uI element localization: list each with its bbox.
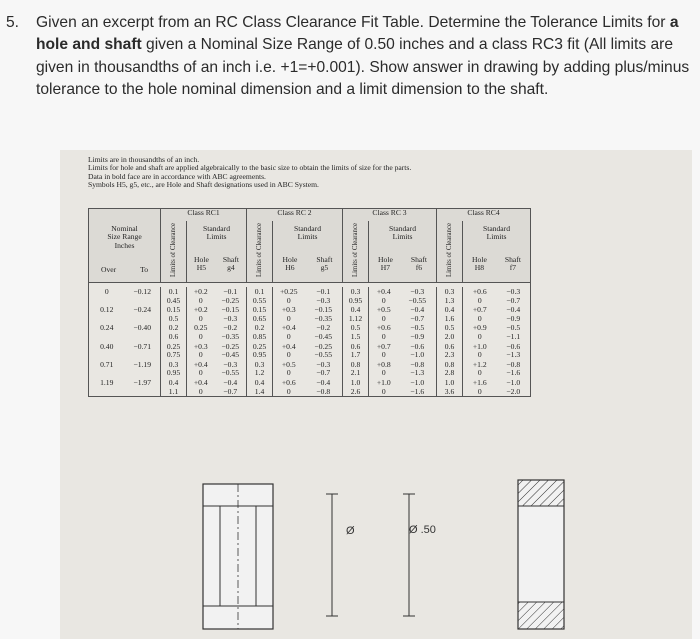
standard-limits-label: Standard (294, 223, 321, 233)
cell-value: −0.45 (314, 331, 333, 341)
cell-value: 1.1 (168, 386, 179, 396)
table-cell (305, 342, 343, 360)
table-row (89, 323, 531, 341)
table-cell (343, 378, 369, 397)
table-cell (305, 287, 343, 305)
question-text-part-2: given a Nominal Size Range of 0.50 inches and a class RC3 fit (All limits are given in thousandths of an inch i.e. +1=+0.001). Show answer in drawing by adding plus/minus tolerance to the hole nominal dimension and a limit dimension to the shaft. (36, 36, 690, 99)
cell-value: −0.7 (223, 386, 238, 396)
cell-value: −2.0 (506, 386, 521, 396)
limits-of-clearance-label: Limits of Clearance (256, 222, 263, 277)
table-cell (463, 378, 497, 397)
table-cell (343, 342, 369, 360)
over-cell: 0.24 (89, 323, 125, 341)
cell-value: −0.8 (506, 359, 521, 369)
question-number: 5. (6, 14, 20, 31)
cell-value: 0.15 (166, 305, 181, 315)
cell-value: −0.8 (316, 386, 331, 396)
class-rc3-header: Class RC 3 (343, 209, 437, 221)
cell-value: −0.9 (410, 331, 425, 341)
cell-value: −0.5 (506, 323, 521, 333)
cell-value: 2.3 (444, 350, 455, 360)
cell-value: 0.5 (350, 323, 361, 333)
table-cell (215, 305, 247, 323)
cell-value: 0 (477, 295, 482, 305)
cell-value: 0 (198, 295, 203, 305)
table-cell (369, 323, 399, 341)
over-label: Over (100, 265, 117, 275)
limits-of-clearance-label: Limits of Clearance (352, 222, 359, 277)
cell-value: −0.3 (506, 287, 521, 296)
standard-limits-label-2: Limits (486, 232, 507, 242)
cell-value: 1.6 (444, 313, 455, 323)
cell-value: 0.95 (166, 368, 181, 378)
table-cell (187, 360, 215, 378)
cell-value: −1.6 (506, 368, 521, 378)
cell-value: +0.9 (472, 323, 487, 333)
cell-value: +1.6 (472, 377, 487, 387)
cell-value: 0 (381, 368, 386, 378)
hole-dimension (403, 494, 436, 616)
cell-value: 2.0 (444, 331, 455, 341)
note-line: Symbols H5, g5, etc., are Hole and Shaft designations used in ABC System. (88, 180, 319, 190)
shaft-label: Shaft (504, 254, 521, 264)
table-cell (399, 342, 437, 360)
standard-limits-label-2: Limits (392, 232, 413, 242)
cell-value: −0.6 (410, 341, 425, 351)
cell-value: −0.3 (316, 295, 331, 305)
table-cell (437, 305, 463, 323)
table-cell (399, 305, 437, 323)
over-cell: 1.19 (89, 378, 125, 397)
limits-of-clearance-label: Limits of Clearance (446, 222, 453, 277)
cell-value: +0.2 (193, 305, 208, 315)
cell-value: 0.5 (168, 313, 179, 323)
shaft-label: Shaft (410, 254, 427, 264)
table-cell (369, 287, 399, 305)
inches-label: Inches (114, 240, 135, 250)
cell-value: +0.7 (472, 305, 487, 315)
cell-value: −0.2 (316, 323, 331, 333)
hole-diameter-label: Ø .50 (409, 524, 436, 536)
cell-value: +0.6 (376, 323, 391, 333)
cell-value: −0.25 (314, 341, 333, 351)
cell-value: 1.3 (444, 295, 455, 305)
standard-limits-label: Standard (389, 223, 416, 233)
table-cell (161, 287, 187, 305)
table-cell (497, 342, 531, 360)
cell-value: −0.4 (316, 377, 331, 387)
table-cell (215, 342, 247, 360)
class-rc2-header: Class RC 2 (247, 209, 343, 221)
table-cell (463, 342, 497, 360)
table-cell (273, 360, 305, 378)
limits-of-clearance-label: Limits of Clearance (170, 222, 177, 277)
table-cell (497, 323, 531, 341)
table-cell (273, 323, 305, 341)
table-cell (399, 323, 437, 341)
cell-value: 1.2 (254, 368, 265, 378)
cell-value: 0.4 (168, 377, 179, 387)
cell-value: −0.3 (316, 359, 331, 369)
table-cell (215, 287, 247, 305)
standard-limits-label: Standard (203, 223, 230, 233)
cell-value: −1.6 (410, 386, 425, 396)
cell-value: 0 (198, 386, 203, 396)
size-range-label: Size Range (107, 232, 142, 242)
cell-value: 0.4 (254, 377, 265, 387)
cell-value: 0.5 (444, 323, 455, 333)
hole-label: Hole (194, 254, 209, 264)
note-line: Data in bold face are in accordance with ABC agreements. (88, 171, 266, 181)
table-cell (215, 360, 247, 378)
cell-value: −0.35 (221, 331, 240, 341)
table-cell (273, 342, 305, 360)
cell-value: 0.15 (252, 305, 267, 315)
over-cell: 0.12 (89, 305, 125, 323)
cell-value: 2.8 (444, 368, 455, 378)
hole-label: Hole (282, 254, 298, 264)
cell-value: −0.7 (410, 313, 425, 323)
table-cell (305, 323, 343, 341)
table-cell (343, 323, 369, 341)
class-rc1-header: Class RC1 (161, 209, 247, 221)
cell-value: −1.3 (506, 350, 521, 360)
cell-value: +0.3 (281, 305, 296, 315)
cell-value: 0.25 (166, 341, 181, 351)
table-cell (215, 378, 247, 397)
table-cell (343, 305, 369, 323)
cell-value: −0.25 (221, 341, 240, 351)
cell-value: 0.1 (254, 287, 265, 296)
to-cell: −0.12 (125, 287, 161, 305)
cell-value: +0.6 (281, 377, 296, 387)
cell-value: 0 (477, 350, 482, 360)
cell-value: +0.4 (193, 377, 208, 387)
table-cell (437, 323, 463, 341)
table-cell (497, 287, 531, 305)
cell-value: −0.3 (410, 287, 425, 296)
cell-value: +0.6 (472, 287, 487, 296)
cell-value: 0.95 (252, 350, 267, 360)
table-cell (369, 305, 399, 323)
cell-value: +0.5 (376, 305, 391, 315)
cell-value: 0.65 (252, 313, 267, 323)
cell-value: 0.95 (348, 295, 363, 305)
hole-drawing (518, 480, 564, 629)
table-cell (369, 360, 399, 378)
cell-value: −0.1 (316, 287, 331, 296)
cell-value: 0 (286, 350, 291, 360)
cell-value: 1.12 (348, 313, 363, 323)
cell-value: 0.4 (444, 305, 455, 315)
cell-value: 0 (381, 313, 386, 323)
cell-value: 0 (198, 350, 203, 360)
table-cell (161, 360, 187, 378)
table-row (89, 360, 531, 378)
table-cell (463, 305, 497, 323)
table-cell (187, 323, 215, 341)
cell-value: −0.5 (410, 323, 425, 333)
cell-value: −0.3 (223, 313, 238, 323)
cell-value: −1.0 (410, 350, 425, 360)
cell-value: 0.3 (168, 359, 179, 369)
cell-value: 0.2 (254, 323, 265, 333)
table-cell (161, 378, 187, 397)
cell-value: −0.15 (221, 305, 240, 315)
table-cell (463, 323, 497, 341)
cell-value: −0.4 (506, 305, 521, 315)
cell-value: −0.35 (314, 313, 333, 323)
table-row (89, 378, 531, 397)
table-cell (463, 360, 497, 378)
cell-value: 0 (198, 368, 203, 378)
cell-value: +0.5 (281, 359, 296, 369)
cell-value: 0 (477, 313, 482, 323)
table-cell (399, 360, 437, 378)
table-cell (215, 323, 247, 341)
cell-value: 1.5 (350, 331, 361, 341)
over-cell: 0.71 (89, 360, 125, 378)
cell-value: −0.8 (410, 359, 425, 369)
table-cell (305, 360, 343, 378)
table-cell (463, 287, 497, 305)
table-cell (437, 287, 463, 305)
table-cell (247, 360, 273, 378)
standard-limits-label-2: Limits (206, 232, 227, 242)
table-cell (273, 378, 305, 397)
cell-value: −0.4 (410, 305, 425, 315)
cell-value: −0.4 (223, 377, 238, 387)
over-cell: 0 (89, 287, 125, 305)
cell-value: 0 (381, 331, 386, 341)
table-row (89, 342, 531, 360)
cell-value: −0.1 (223, 287, 238, 296)
shaft-designation: g4 (227, 263, 235, 273)
shaft-designation: g5 (320, 263, 329, 273)
cell-value: 0.85 (252, 331, 267, 341)
cell-value: 1.7 (350, 350, 361, 360)
table-cell (247, 287, 273, 305)
table-cell (305, 305, 343, 323)
cell-value: 1.0 (350, 377, 361, 387)
cell-value: +0.4 (281, 323, 296, 333)
cell-value: −0.6 (506, 341, 521, 351)
cell-value: +0.7 (376, 341, 391, 351)
question-text (6, 12, 692, 102)
cell-value: 0.2 (168, 323, 179, 333)
cell-value: 2.6 (350, 386, 361, 396)
to-cell: −0.40 (125, 323, 161, 341)
to-cell: −1.19 (125, 360, 161, 378)
cell-value: −0.45 (221, 350, 240, 360)
cell-value: 0.25 (194, 323, 208, 333)
cell-value: 0 (286, 368, 291, 378)
cell-value: 0 (286, 331, 291, 341)
table-cell (247, 342, 273, 360)
rc-fit-table (88, 208, 531, 397)
cell-value: 0 (381, 386, 386, 396)
cell-value: +1.0 (472, 341, 487, 351)
standard-limits-label: Standard (483, 223, 510, 233)
cell-value: +0.3 (193, 341, 208, 351)
table-cell (437, 378, 463, 397)
table-cell (343, 287, 369, 305)
cell-value: +0.4 (193, 359, 208, 369)
cell-value: 0.4 (350, 305, 361, 315)
cell-value: 0 (381, 350, 386, 360)
cell-value: −1.1 (506, 331, 521, 341)
table-cell (437, 342, 463, 360)
cell-value: 0.75 (166, 350, 181, 360)
cell-value: 1.0 (444, 377, 455, 387)
table-row (89, 287, 531, 305)
hole-designation: H6 (285, 263, 295, 273)
cell-value: 0 (198, 331, 203, 341)
cell-value: −1.0 (506, 377, 521, 387)
hole-designation: H8 (474, 263, 485, 273)
standard-limits-label-2: Limits (297, 232, 318, 242)
cell-value: −0.55 (314, 350, 333, 360)
cell-value: −0.25 (221, 295, 240, 305)
cell-value: 0 (477, 386, 482, 396)
cell-value: 0 (477, 368, 482, 378)
nominal-label: Nominal (111, 223, 138, 233)
cell-value: −0.3 (223, 359, 238, 369)
cell-value: 0.3 (350, 287, 361, 296)
hole-label: Hole (378, 254, 393, 264)
table-cell (369, 342, 399, 360)
hole-designation: H7 (380, 263, 391, 273)
table-cell (247, 305, 273, 323)
cell-value: 0.8 (444, 359, 455, 369)
table-cell (497, 305, 531, 323)
to-label: To (140, 265, 149, 275)
to-cell: −1.97 (125, 378, 161, 397)
shaft-dimension (326, 494, 355, 616)
note-line: Limits for hole and shaft are applied algebraically to the basic size to obtain the limits of size for the parts. (88, 163, 412, 173)
cell-value: 1.4 (254, 386, 265, 396)
class-rc4-header: Class RC4 (437, 209, 531, 221)
cell-value: −1.3 (410, 368, 425, 378)
cell-value: 0.6 (444, 341, 455, 351)
cell-value: 0.45 (166, 295, 181, 305)
table-cell (343, 360, 369, 378)
shaft-designation: f6 (415, 263, 423, 273)
cell-value: 0.3 (444, 287, 455, 296)
cell-value: +1.2 (472, 359, 487, 369)
cell-value: 0 (477, 331, 482, 341)
cell-value: 0.1 (168, 287, 179, 296)
table-cell (369, 378, 399, 397)
question-text-part-1: Given an excerpt from an RC Class Clearance Fit Table. Determine the Tolerance Limits for (36, 14, 670, 31)
cell-value: 2.1 (350, 368, 361, 378)
cell-value: −0.2 (223, 323, 238, 333)
cell-value: 0 (198, 313, 203, 323)
table-cell (399, 378, 437, 397)
table-cell (187, 378, 215, 397)
cell-value: 0.6 (168, 331, 179, 341)
table-cell (497, 378, 531, 397)
table-row (89, 305, 531, 323)
cell-value: +0.2 (193, 287, 208, 296)
shaft-label: Shaft (316, 254, 333, 264)
cell-value: −1.0 (410, 377, 425, 387)
table-cell (305, 378, 343, 397)
cell-value: 0 (286, 295, 291, 305)
cell-value: +0.8 (376, 359, 391, 369)
cell-value: 0.3 (254, 359, 265, 369)
over-cell: 0.40 (89, 342, 125, 360)
table-cell (161, 342, 187, 360)
to-cell: −0.24 (125, 305, 161, 323)
shaft-designation: f7 (509, 263, 517, 273)
cell-value: 0 (286, 386, 291, 396)
cell-value: +0.25 (279, 287, 298, 296)
table-cell (247, 323, 273, 341)
cell-value: 0.8 (350, 359, 361, 369)
note-line: Limits are in thousandths of an inch. (88, 155, 200, 164)
question-bold-phrase: a hole and shaft (36, 14, 679, 54)
table-cell (187, 287, 215, 305)
table-cell (273, 287, 305, 305)
cell-value: 0.6 (350, 341, 361, 351)
table-notes (88, 156, 411, 190)
table-cell (161, 305, 187, 323)
table-cell (247, 378, 273, 397)
cell-value: −0.7 (316, 368, 331, 378)
hole-designation: H5 (196, 263, 207, 273)
shaft-diameter-label: Ø (346, 525, 355, 537)
cell-value: 0.55 (252, 295, 267, 305)
shaft-drawing (203, 484, 273, 629)
cell-value: −0.55 (221, 368, 240, 378)
cell-value: −0.7 (506, 295, 521, 305)
cell-value: 0.25 (252, 341, 267, 351)
table-cell (187, 305, 215, 323)
cell-value: 3.6 (444, 386, 455, 396)
table-cell (161, 323, 187, 341)
cell-value: 0 (381, 295, 386, 305)
shaft-label: Shaft (222, 254, 239, 264)
to-cell: −0.71 (125, 342, 161, 360)
cell-value: +0.4 (281, 341, 296, 351)
hole-label: Hole (472, 254, 487, 264)
cell-value: −0.9 (506, 313, 521, 323)
table-cell (187, 342, 215, 360)
table-cell (273, 305, 305, 323)
cell-value: +0.4 (376, 287, 391, 296)
table-cell (497, 360, 531, 378)
cell-value: −0.15 (314, 305, 333, 315)
fit-drawings (60, 476, 692, 639)
table-cell (437, 360, 463, 378)
cell-value: −0.55 (408, 295, 427, 305)
table-cell (399, 287, 437, 305)
cell-value: 0 (286, 313, 291, 323)
cell-value: +1.0 (376, 377, 391, 387)
